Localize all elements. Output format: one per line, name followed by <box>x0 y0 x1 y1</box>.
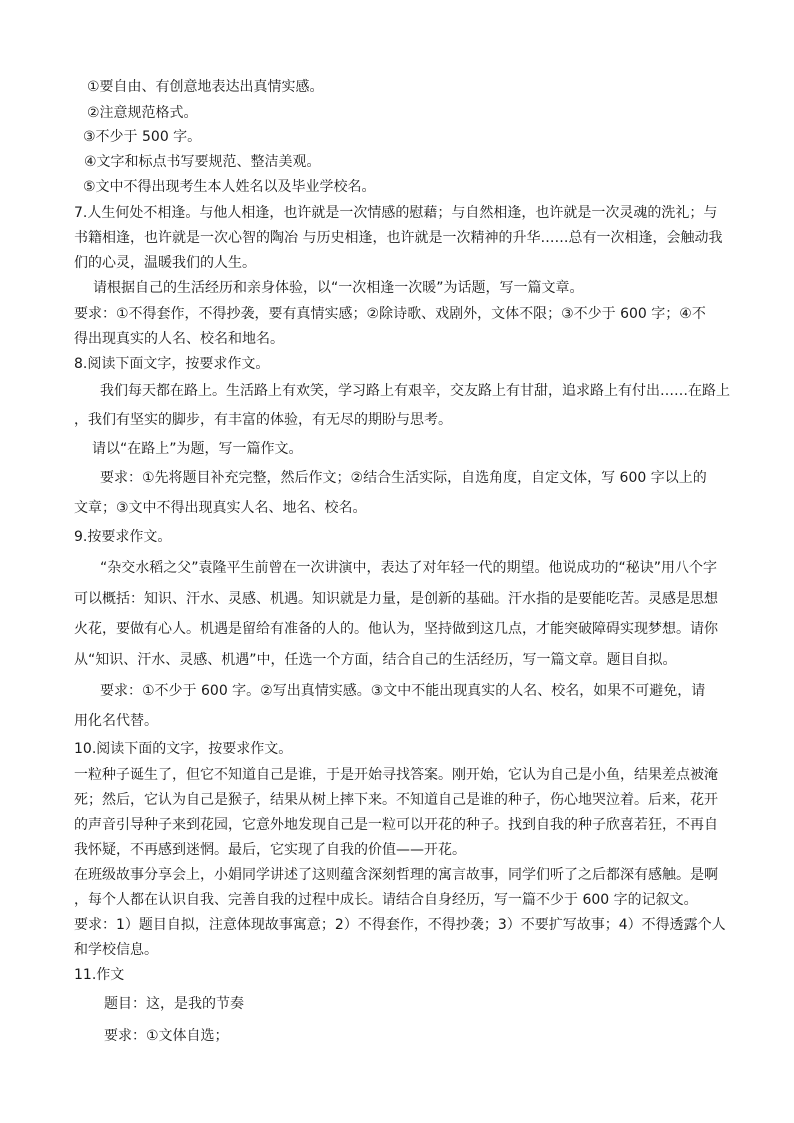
text-line: 8.阅读下面文字，按要求作文。 <box>74 356 270 372</box>
text-line: ，每个人都在认识自我、完善自我的过程中成长。请结合自身经历，写一篇不少于 600 字的记叙文。 <box>74 892 698 908</box>
text-line: 题目：这，是我的节奏 <box>104 996 244 1012</box>
text-line: ⑤文中不得出现考生本人姓名以及毕业学校名。 <box>83 179 376 195</box>
text-line: 的声音引导种子来到花园，它意外地发现自己是一粒可以开花的种子。找到自我的种子欣喜若狂，不再自 <box>74 817 718 833</box>
text-line: ③不少于 500 字。 <box>83 129 202 145</box>
text-line: 要求：①不少于 600 字。②写出真情实感。③文中不能出现真实的人名、校名，如果不可避免，请 <box>100 683 706 699</box>
text-line: 要求：①先将题目补充完整，然后作文；②结合生活实际，自选角度，自定文体，写 600 字以上的 <box>100 470 707 486</box>
text-line: 可以概括：知识、汗水、灵感、机遇。知识就是力量，是创新的基础。汗水指的是要能吃苦。灵感是思想 <box>74 591 718 607</box>
text-line: 用化名代替。 <box>74 713 158 729</box>
text-line: 我怀疑，不再感到迷惘。最后，它实现了自我的价值——开花。 <box>74 842 466 858</box>
text-line: 从“知识、汗水、灵感、机遇”中，任选一个方面，结合自己的生活经历，写一篇文章。题目自拟。 <box>74 652 677 668</box>
text-line: 请根据自己的生活经历和亲身体验，以“一次相逢一次暖”为话题，写一篇文章。 <box>93 280 584 296</box>
text-line: 要求：①文体自选； <box>104 1028 229 1044</box>
text-line: 11.作文 <box>74 967 125 983</box>
text-line: 在班级故事分享会上，小娟同学讲述了这则蕴含深刻哲理的寓言故事，同学们听了之后都深有感触。是啊 <box>74 867 718 883</box>
text-line: ④文字和标点书写要规范、整洁美观。 <box>84 154 321 170</box>
text-line: 要求：1）题目自拟，注意体现故事寓意；2）不得套作，不得抄袭；3）不要扩写故事；4）不得透露个人 <box>74 917 726 933</box>
text-line: 我们每天都在路上。生活路上有欢笑，学习路上有艰辛，交友路上有甘甜，追求路上有付出……在路上 <box>100 383 730 399</box>
text-line: 和学校信息。 <box>74 942 158 958</box>
text-line: 10.阅读下面的文字，按要求作文。 <box>74 741 293 757</box>
text-line: 们的心灵，温暖我们的人生。 <box>74 255 256 271</box>
text-line: 死；然后，它认为自己是猴子，结果从树上摔下来。不知道自己是谁的种子，伤心地哭泣着。后来，花开 <box>74 792 718 808</box>
text-line: 火花，要做有心人。机遇是留给有准备的人的。他认为，坚持做到这几点，才能突破障碍实现梦想。请你 <box>74 621 718 637</box>
text-line: 书籍相逢，也许就是一次心智的陶冶 与历史相逢，也许就是一次精神的升华……总有一次相逢，会触动我 <box>74 230 723 246</box>
text-line: “杂交水稻之父”袁隆平生前曾在一次讲演中，表达了对年轻一代的期望。他说成功的“秘诀”用八个字 <box>100 560 718 576</box>
text-line: 请以“在路上”为题，写一篇作文。 <box>92 441 303 457</box>
text-line: ，我们有坚实的脚步，有丰富的体验，有无尽的期盼与思考。 <box>74 412 452 428</box>
text-line: ②注意规范格式。 <box>87 105 198 121</box>
text-line: 9.按要求作文。 <box>74 529 172 545</box>
text-line: 一粒种子诞生了，但它不知道自己是谁，于是开始寻找答案。刚开始，它认为自己是小鱼，结果差点被淹 <box>74 767 718 783</box>
text-line: 7.人生何处不相逢。与他人相逢，也许就是一次情感的慰藉；与自然相逢，也许就是一次灵魂的洗礼；与 <box>74 205 718 221</box>
text-line: 得出现真实的人名、校名和地名。 <box>74 331 284 347</box>
text-line: 要求：①不得套作，不得抄袭，要有真情实感；②除诗歌、戏剧外，文体不限；③不少于 600 字；④不 <box>74 306 706 322</box>
text-line: ①要自由、有创意地表达出真情实感。 <box>87 79 324 95</box>
text-line: 文章；③文中不得出现真实人名、地名、校名。 <box>74 500 367 516</box>
